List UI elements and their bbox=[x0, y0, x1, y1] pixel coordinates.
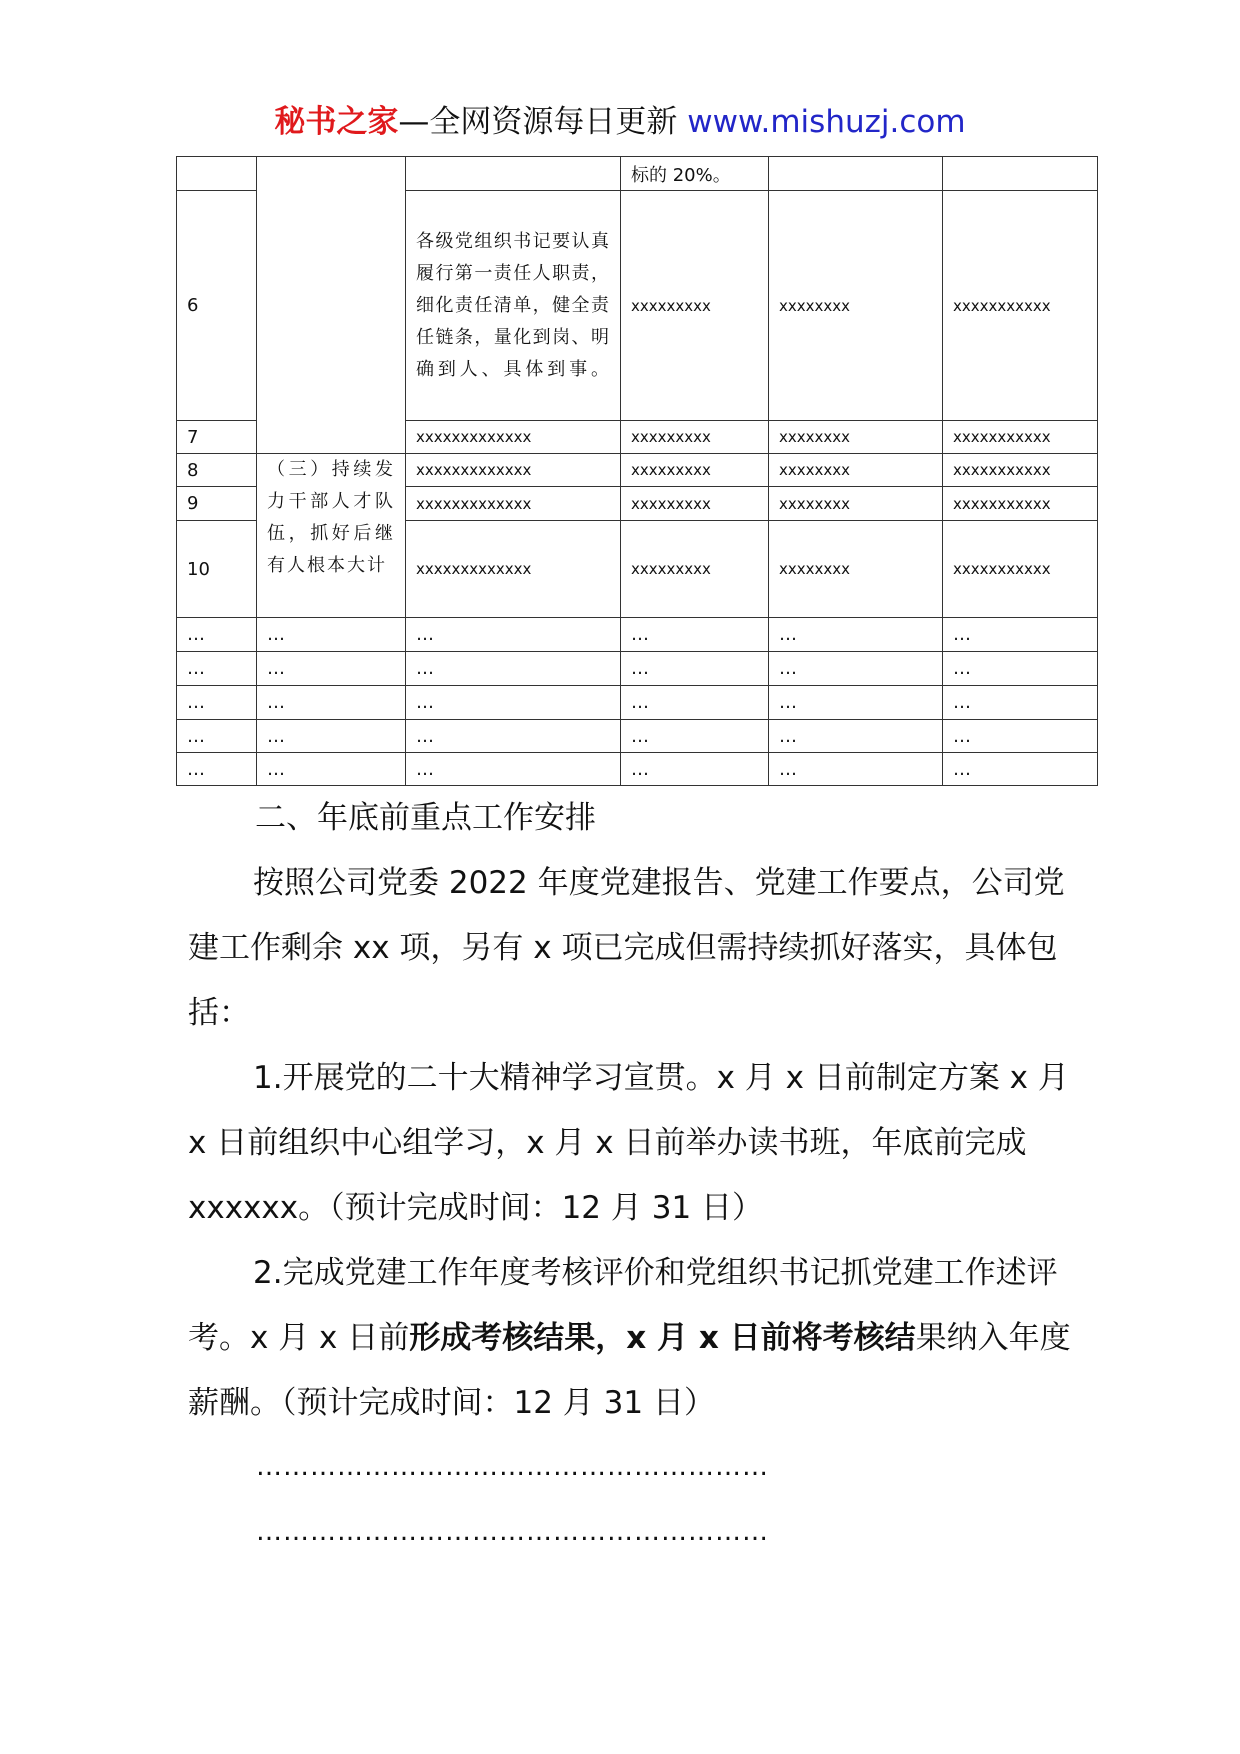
ellipsis-cell: … bbox=[769, 686, 943, 720]
ellipsis-cell: … bbox=[177, 686, 257, 720]
table-row bbox=[177, 454, 1098, 487]
ellipsis-cell: … bbox=[621, 753, 769, 786]
ellipsis-cell: … bbox=[943, 720, 1098, 753]
ellipsis-cell: … bbox=[769, 753, 943, 786]
ellipsis-cell: … bbox=[769, 618, 943, 652]
item2-text: 2.完成党建工作年度考核评价和党组织书记抓党建工作述评考。x 月 x 日前 bbox=[188, 1255, 1058, 1356]
category-cell bbox=[257, 157, 406, 454]
row-number: 6 bbox=[177, 191, 257, 421]
ellipsis-cell: … bbox=[177, 720, 257, 753]
table-cell: xxxxxxxx bbox=[769, 421, 943, 454]
ellipsis-line: ………………………………………………… bbox=[256, 1517, 769, 1547]
table-cell bbox=[406, 157, 621, 191]
ellipsis-cell: … bbox=[257, 753, 406, 786]
ellipsis-cell: … bbox=[257, 618, 406, 652]
ellipsis-cell: … bbox=[621, 652, 769, 686]
content-cell: 标的 20%。 bbox=[621, 157, 769, 191]
item2-bold-text: 形成考核结果，x 月 x 日前将考核结 bbox=[409, 1320, 916, 1356]
ellipsis-cell: … bbox=[406, 720, 621, 753]
ellipsis-cell: … bbox=[406, 686, 621, 720]
ellipsis-cell: … bbox=[621, 720, 769, 753]
table-cell: xxxxxxxx bbox=[769, 454, 943, 487]
table-cell: xxxxxxxx bbox=[769, 191, 943, 421]
ellipsis-cell: … bbox=[177, 652, 257, 686]
table-cell: xxxxxxxxxxx bbox=[943, 487, 1098, 521]
ellipsis-cell: … bbox=[406, 618, 621, 652]
table-row bbox=[177, 753, 1098, 786]
ellipsis-cell: … bbox=[943, 753, 1098, 786]
table-row bbox=[177, 686, 1098, 720]
table-row bbox=[177, 618, 1098, 652]
table-cell: xxxxxxxxx bbox=[621, 191, 769, 421]
category-cell: （三）持续发力干部人才队伍，抓好后继有人根本大计 bbox=[257, 454, 406, 618]
ellipsis-cell: … bbox=[943, 652, 1098, 686]
table-row bbox=[177, 157, 1098, 191]
list-item: 1.开展党的二十大精神学习宣贯。x 月 x 日前制定方案 x 月 x 日前组织中心组学习，x 月 x 日前举办读书班，年底前完成 xxxxxx。（预计完成时间：12 月 31 日） bbox=[188, 1060, 1069, 1226]
table-cell: xxxxxxxx bbox=[769, 521, 943, 618]
ellipsis-cell: … bbox=[177, 618, 257, 652]
ellipsis-cell: … bbox=[406, 753, 621, 786]
table-row bbox=[177, 652, 1098, 686]
ellipsis-cell: … bbox=[943, 686, 1098, 720]
table-row bbox=[177, 720, 1098, 753]
table-cell: xxxxxxxxxxxxx bbox=[406, 487, 621, 521]
list-item bbox=[188, 1241, 1093, 1436]
table-cell bbox=[943, 157, 1098, 191]
ellipsis-cell: … bbox=[769, 652, 943, 686]
table-cell: xxxxxxxx bbox=[769, 487, 943, 521]
work-table bbox=[176, 156, 1098, 786]
row-number: 10 bbox=[177, 521, 257, 618]
table-cell: xxxxxxxxx bbox=[621, 521, 769, 618]
table-cell bbox=[769, 157, 943, 191]
ellipsis-cell: … bbox=[943, 618, 1098, 652]
table-cell: xxxxxxxxxxxxx bbox=[406, 454, 621, 487]
table-cell: xxxxxxxxxxx bbox=[943, 191, 1098, 421]
content-cell: 各级党组织书记要认真履行第一责任人职责，细化责任清单，健全责任链条，量化到岗、明确到人、具体到事。 bbox=[406, 191, 621, 421]
row-number: 7 bbox=[177, 421, 257, 454]
table-cell: xxxxxxxxxxx bbox=[943, 454, 1098, 487]
ellipsis-cell: … bbox=[257, 720, 406, 753]
table-cell: xxxxxxxxx bbox=[621, 421, 769, 454]
table-cell: xxxxxxxxx bbox=[621, 454, 769, 487]
ellipsis-cell: … bbox=[769, 720, 943, 753]
ellipsis-line: ………………………………………………… bbox=[256, 1452, 769, 1482]
table-cell: xxxxxxxxxxxxx bbox=[406, 521, 621, 618]
table-cell: xxxxxxxxxxx bbox=[943, 521, 1098, 618]
row-number: 9 bbox=[177, 487, 257, 521]
ellipsis-cell: … bbox=[406, 652, 621, 686]
table-cell: xxxxxxxxxxxxx bbox=[406, 421, 621, 454]
table-cell: xxxxxxxxx bbox=[621, 487, 769, 521]
page-header bbox=[0, 102, 1240, 142]
ellipsis-cell: … bbox=[257, 652, 406, 686]
brand-name: 秘书之家 bbox=[274, 104, 399, 140]
ellipsis-cell: … bbox=[257, 686, 406, 720]
website-link[interactable]: www.mishuzj.com bbox=[687, 104, 966, 140]
intro-paragraph: 按照公司党委 2022 年度党建报告、党建工作要点，公司党建工作剩余 xx 项，另有 x 项已完成但需持续抓好落实，具体包括： bbox=[188, 865, 1065, 1031]
ellipsis-cell: … bbox=[177, 753, 257, 786]
section-heading: 二、年底前重点工作安排 bbox=[255, 800, 596, 836]
header-tagline: —全网资源每日更新 bbox=[398, 104, 688, 140]
row-number: 8 bbox=[177, 454, 257, 487]
ellipsis-cell: … bbox=[621, 618, 769, 652]
table-cell bbox=[177, 157, 257, 191]
item2-text-end: 果纳入年度薪酬。（预计完成时间：12 月 31 日） bbox=[188, 1320, 1071, 1421]
ellipsis-cell: … bbox=[621, 686, 769, 720]
table-cell: xxxxxxxxxxx bbox=[943, 421, 1098, 454]
section-body bbox=[188, 851, 1093, 1436]
